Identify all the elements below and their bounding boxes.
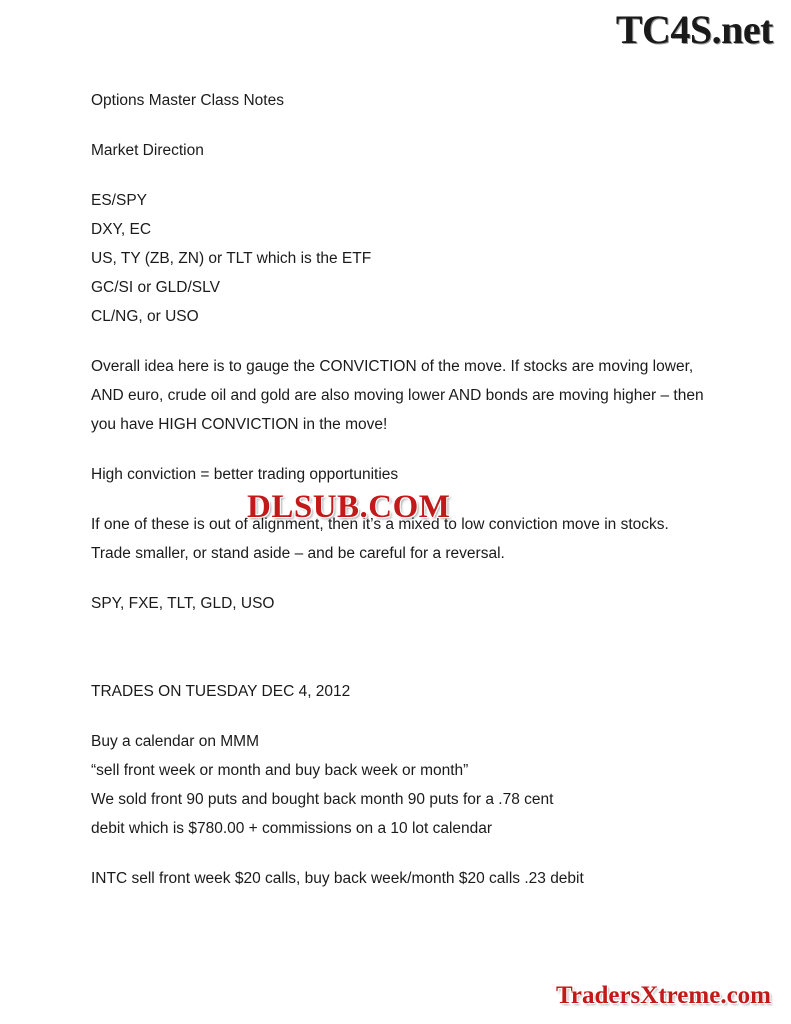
trade-line: “sell front week or month and buy back week or month” <box>91 762 469 779</box>
trade-line: Buy a calendar on MMM <box>91 733 259 750</box>
instrument-line: ES/SPY <box>91 192 147 209</box>
instrument-line: CL/NG, or USO <box>91 308 199 325</box>
section-spacer <box>91 639 711 677</box>
trades-heading: TRADES ON TUESDAY DEC 4, 2012 <box>91 683 351 700</box>
instrument-line: GC/SI or GLD/SLV <box>91 279 220 296</box>
trade-line: debit which is $780.00 + commissions on a 10 lot calendar <box>91 820 493 837</box>
tradersxtreme-watermark: TradersXtreme.com <box>556 982 771 1009</box>
tc4s-watermark: TC4S.net <box>615 7 773 52</box>
document-title: Options Master Class Notes <box>91 92 284 109</box>
instrument-list <box>91 186 711 331</box>
instrument-line: DXY, EC <box>91 221 152 238</box>
paragraph-intc-trade: INTC sell front week $20 calls, buy back week/month $20 calls .23 debit <box>91 870 584 887</box>
instrument-line: US, TY (ZB, ZN) or TLT which is the ETF <box>91 250 372 267</box>
paragraph-mixed-conviction: If one of these is out of alignment, then it’s a mixed to low conviction move in stocks. Trade smaller, or stand aside – and be careful for a reversal. <box>91 516 669 562</box>
section-heading-market-direction: Market Direction <box>91 142 204 159</box>
paragraph-tickers: SPY, FXE, TLT, GLD, USO <box>91 595 275 612</box>
trade-line: We sold front 90 puts and bought back month 90 puts for a .78 cent <box>91 791 554 808</box>
paragraph-conviction: Overall idea here is to gauge the CONVICTION of the move. If stocks are moving lower, AND euro, crude oil and gold are also moving lower AND bonds are moving higher – then you have HIGH CONVICTION in the move! <box>91 358 704 433</box>
paragraph-high-conviction: High conviction = better trading opportunities <box>91 466 399 483</box>
trade-detail-list <box>91 727 711 843</box>
dlsub-watermark: DLSUB.COM <box>247 489 451 525</box>
